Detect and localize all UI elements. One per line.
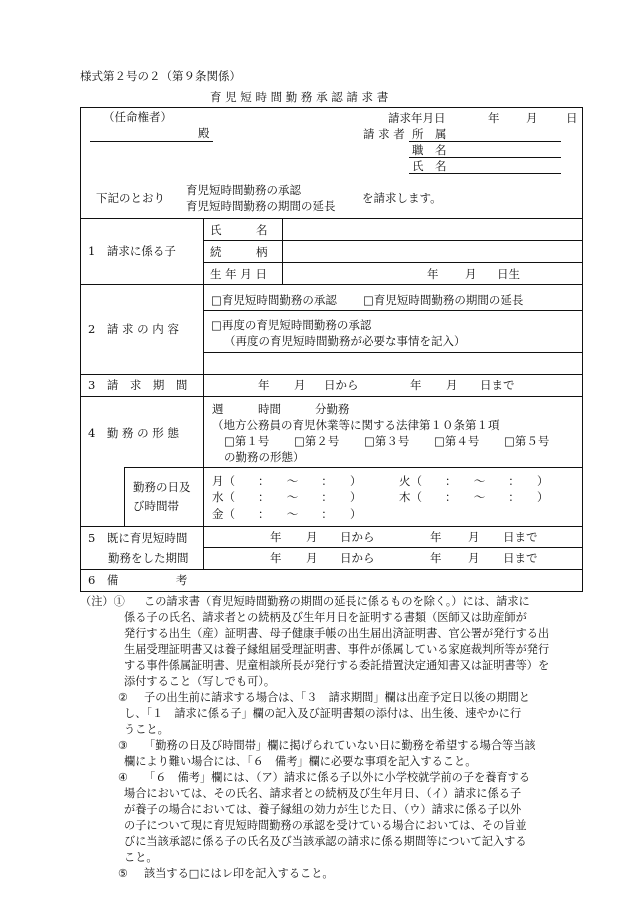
past2-month: 月: [306, 551, 318, 565]
note1-line: 係る子の氏名、請求者との続柄及び生年月日を証明する書類（医師又は助産師が: [124, 611, 527, 624]
form-close: の勤務の形態）: [224, 450, 305, 464]
note2-line: 子の出生前に請求する場合は、「３ 請求期間」欄は出産予定日以後の期間と: [144, 691, 530, 704]
past2-year2: 年: [430, 551, 442, 565]
item5-checkbox[interactable]: □第５号: [504, 434, 550, 448]
note1-line: する事件係属証明書、児童相談所長が発行する委託措置決定通知書又は証明書等）を: [124, 659, 550, 672]
note1-line: この請求書（育児短時間勤務の期間の延長に係るものを除く。）には、請求に: [144, 595, 530, 608]
note5-mark: ⑤: [118, 867, 129, 880]
note2-line: し、「１ 請求に係る子」欄の記入及び証明書類の添付は、出生後、速やかに行: [124, 707, 522, 720]
past2-month2: 月: [468, 551, 480, 565]
note1-line: 添付すること（写しでも可）。: [124, 675, 276, 688]
page-title: 育 児 短 時 間 勤 務 承 認 請 求 書: [210, 90, 389, 104]
note4-line: 「６ 備考」欄には、（ア）請求に係る子以外に小学校就学前の子を養育する: [144, 771, 530, 784]
thursday-time: 木（ ： ～ ： ）: [399, 490, 549, 504]
note2-line: うこと。: [124, 723, 169, 736]
section1-label: 1 請求に係る子: [88, 244, 176, 258]
affiliation-label: 所 属: [412, 127, 447, 141]
item4-checkbox[interactable]: □第４号: [434, 434, 480, 448]
affiliation-line: [409, 141, 561, 142]
past1-until: 日まで: [503, 530, 538, 544]
birth-month: 月: [465, 267, 477, 281]
period-month2: 月: [446, 378, 458, 392]
request-day: 日: [566, 111, 578, 125]
reapproval-note: （再度の育児短時間勤務が必要な事情を記入）: [224, 334, 466, 348]
request-option-approval: 育児短時間勤務の承認: [186, 183, 301, 197]
tuesday-time: 火（ ： ～ ： ）: [399, 474, 549, 488]
monday-time: 月（ ： ～ ： ）: [212, 474, 362, 488]
section5-label-line1: 5 既に育児短時間: [88, 531, 188, 545]
days-label-line2: び時間帯: [133, 499, 179, 513]
note3-line: 「勤務の日及び時間帯」欄に掲げられていない日に勤務を希望する場合等当該: [144, 739, 536, 752]
section6-label: 6 備 考: [88, 573, 188, 587]
minutes-label: 分勤務: [315, 402, 350, 416]
note2-mark: ②: [118, 691, 129, 704]
request-option-extension: 育児短時間勤務の期間の延長: [186, 199, 336, 213]
note4-line: 場合においては、その氏名、請求者との続柄及び生年月日、（イ）請求に係る子: [124, 787, 522, 800]
request-year: 年: [488, 111, 500, 125]
section3-label: 3 請 求 期 間: [88, 378, 188, 392]
wednesday-time: 水（ ： ～ ： ）: [212, 490, 362, 504]
past1-year: 年: [270, 530, 282, 544]
form-label: 様式第２号の２（第９条関係）: [80, 69, 241, 83]
friday-time: 金（ ： ～ ： ）: [212, 507, 362, 521]
notes-head: （注）①: [80, 595, 125, 608]
name-line: [409, 173, 561, 174]
birth-suffix: 日生: [497, 267, 520, 281]
appointer-label: （任命権者）: [103, 110, 172, 124]
child-relation-label: 続 柄: [210, 245, 268, 259]
period-year1: 年: [258, 378, 270, 392]
section5-label-line2: 勤務をした期間: [108, 551, 189, 565]
past1-year2: 年: [430, 530, 442, 544]
item3-checkbox[interactable]: □第３号: [364, 434, 410, 448]
request-month: 月: [526, 111, 538, 125]
item2-checkbox[interactable]: □第２号: [294, 434, 340, 448]
position-label: 職 名: [412, 143, 447, 157]
note5-line: 該当する□にはレ印を記入すること。: [144, 867, 334, 880]
child-name-label: 氏 名: [210, 223, 268, 237]
note3-line: 欄により難い場合には、「６ 備考」欄に必要な事項を記入すること。: [124, 755, 477, 768]
note4-line: の子について現に育児短時間勤務の承認を受けている場合においては、その旨並: [124, 819, 527, 832]
name-label: 氏 名: [412, 159, 447, 173]
choice-approval-checkbox[interactable]: □育児短時間勤務の承認: [211, 293, 337, 307]
requester-label: 請 求 者: [363, 127, 405, 141]
note4-line: こと。: [124, 851, 158, 864]
past1-month: 月: [306, 530, 318, 544]
request-prefix: 下記のとおり: [96, 191, 165, 205]
note1-line: 生届受理証明書又は養子縁組届受理証明書、事件が係属している家庭裁判所等が発行: [124, 643, 550, 656]
note4-line: びに当該承認に係る子の氏名及び当該承認の請求に係る期間等について記入する: [124, 835, 527, 848]
section4-label: 4 勤 務 の 形 態: [88, 426, 179, 440]
item1-checkbox[interactable]: □第１号: [224, 434, 270, 448]
period-month1: 月: [294, 378, 306, 392]
note4-line: が養子の場合においては、養子縁組の効力が生じた日、（ウ）請求に係る子以外: [124, 803, 522, 816]
past2-year: 年: [270, 551, 282, 565]
position-line: [409, 157, 561, 158]
appointer-line: [90, 141, 213, 142]
period-until: 日まで: [480, 378, 515, 392]
past2-until: 日まで: [503, 551, 538, 565]
period-year2: 年: [410, 378, 422, 392]
note4-mark: ④: [118, 771, 129, 784]
child-birth-label: 生 年 月 日: [210, 267, 267, 281]
section2-label: 2 請 求 の 内 容: [88, 322, 179, 336]
choice-extension-checkbox[interactable]: □育児短時間勤務の期間の延長: [363, 293, 524, 307]
birth-year: 年: [427, 267, 439, 281]
past1-from: 日から: [340, 530, 375, 544]
weekly-label: 週: [212, 402, 224, 416]
law-reference: （地方公務員の育児休業等に関する法律第１０条第１項: [212, 418, 500, 432]
note3-mark: ③: [118, 739, 129, 752]
choice-reapproval-checkbox[interactable]: □再度の育児短時間勤務の承認: [211, 318, 372, 332]
dono-label: 殿: [198, 126, 210, 140]
request-date-label: 請求年月日: [388, 111, 446, 125]
past2-from: 日から: [340, 551, 375, 565]
days-label-line1: 勤務の日及: [133, 480, 191, 494]
past1-month2: 月: [468, 530, 480, 544]
note1-line: 発行する出生（産）証明書、母子健康手帳の出生届出済証明書、官公署が発行する出: [124, 627, 550, 640]
request-suffix: を請求します。: [362, 191, 442, 205]
hours-label: 時間: [258, 402, 281, 416]
period-from: 日から: [324, 378, 359, 392]
